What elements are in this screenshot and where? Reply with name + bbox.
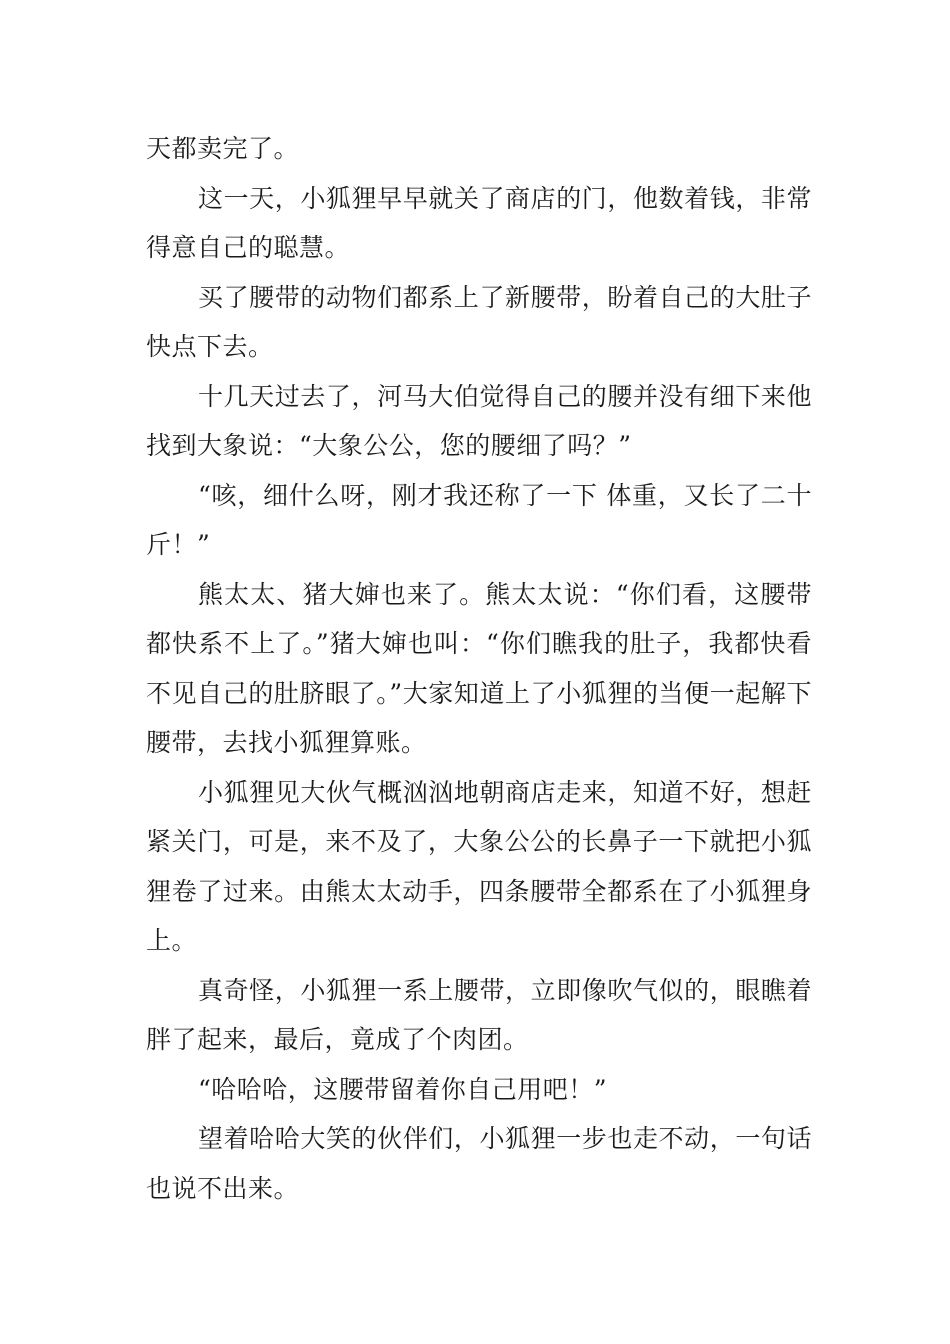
paragraph: 熊太太、猪大婶也来了。熊太太说：“你们看，这腰带都快系不上了。”猪大婶也叫：“你们瞧我的肚子，我都快看不见自己的肚脐眼了。”大家知道上了小狐狸的当便一起解下腰带，去找小狐狸算账。 <box>146 579 812 757</box>
story-text <box>146 124 812 1213</box>
paragraph: “哈哈哈，这腰带留着你自己用吧！” <box>198 1074 608 1104</box>
paragraph: 真奇怪，小狐狸一系上腰带，立即像吹气似的，眼瞧着胖了起来，最后，竟成了个肉团。 <box>146 975 812 1054</box>
paragraph: 这一天，小狐狸早早就关了商店的门，他数着钱，非常得意自己的聪慧。 <box>146 183 812 262</box>
paragraph: 望着哈哈大笑的伙伴们，小狐狸一步也走不动，一句话也说不出来。 <box>146 1124 812 1203</box>
paragraph: 小狐狸见大伙气概汹汹地朝商店走来，知道不好，想赶紧关门，可是，来不及了，大象公公的长鼻子一下就把小狐狸卷了过来。由熊太太动手，四条腰带全都系在了小狐狸身上。 <box>146 777 812 955</box>
paragraph: 买了腰带的动物们都系上了新腰带，盼着自己的大肚子快点下去。 <box>146 282 812 361</box>
paragraph: 十几天过去了，河马大伯觉得自己的腰并没有细下来他找到大象说：“大象公公，您的腰细了吗？” <box>146 381 812 460</box>
paragraph: 天都卖完了。 <box>146 134 300 163</box>
paragraph: “咳，细什么呀，刚才我还称了一下 体重，又长了二十斤！” <box>146 480 812 559</box>
